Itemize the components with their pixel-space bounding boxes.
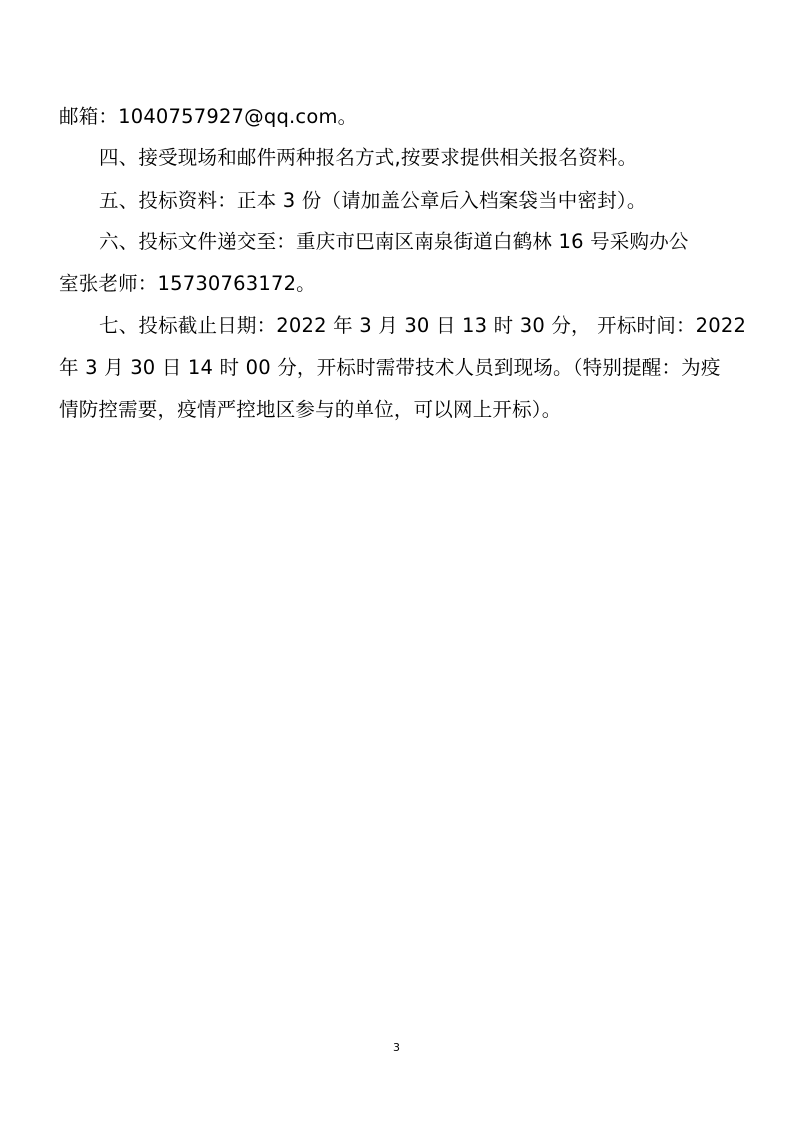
email-line: 邮箱：1040757927@qq.com。 [59, 105, 358, 128]
item-7-deadline: 七、投标截止日期：2022 年 3 月 30 日 13 时 30 分， 开标时间：2022 [99, 314, 747, 337]
item-6-contact: 室张老师：15730763172。 [59, 272, 316, 295]
item-7-note: 情防控需要，疫情严控地区参与的单位，可以网上开标）。 [59, 398, 562, 421]
item-4-registration: 四、接受现场和邮件两种报名方式,按要求提供相关报名资料。 [99, 146, 638, 169]
item-7-opening-time: 年 3 月 30 日 14 时 00 分，开标时需带技术人员到现场。（特别提醒：为疫 [59, 356, 721, 379]
item-6-submission-address: 六、投标文件递交至：重庆市巴南区南泉街道白鹤林 16 号采购办公 [99, 230, 689, 253]
page-number: 3 [393, 1041, 400, 1054]
item-5-bid-materials: 五、投标资料：正本 3 份（请加盖公章后入档案袋当中密封）。 [99, 189, 647, 212]
